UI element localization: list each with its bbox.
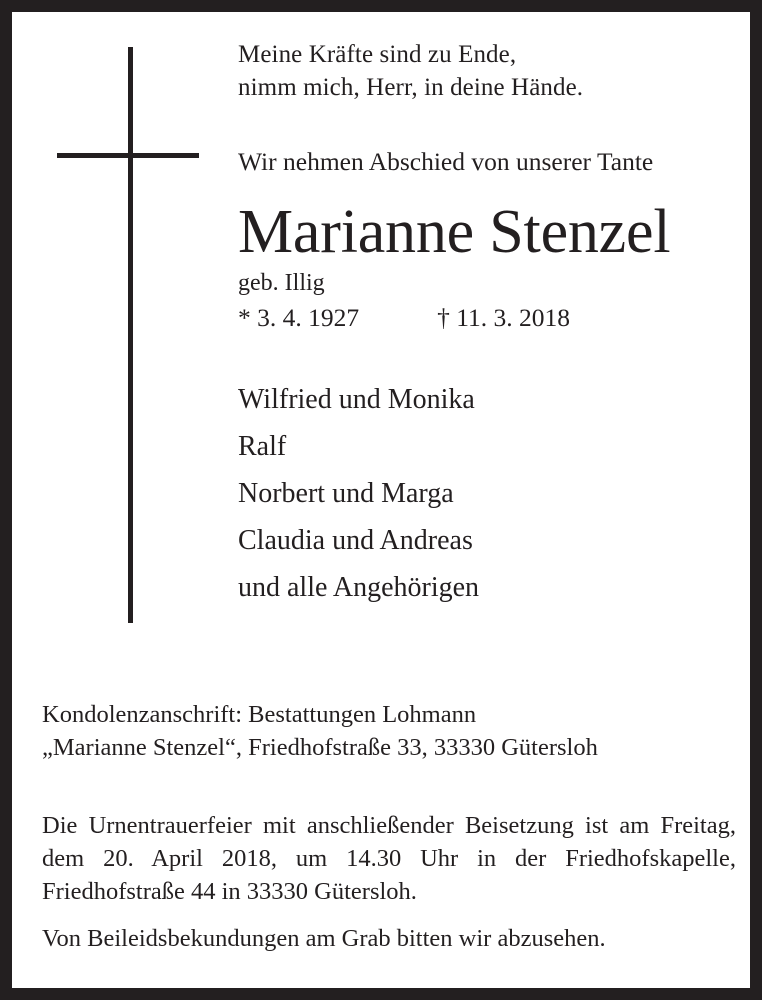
survivor-line: Ralf	[238, 431, 287, 462]
life-dates	[238, 301, 738, 334]
memorial-verse	[238, 38, 738, 104]
survivor-line: Norbert und Marga	[238, 478, 454, 509]
condolence-line-1: Kondolenzanschrift: Bestattungen Lohmann	[42, 701, 477, 728]
deceased-name: Marianne Stenzel	[238, 198, 671, 266]
cross-vertical-bar	[128, 47, 133, 623]
maiden-name: geb. Illig	[238, 270, 325, 296]
latin-cross-icon	[47, 47, 212, 647]
survivor-line: Wilfried und Monika	[238, 384, 475, 415]
obituary-main-column	[238, 38, 738, 611]
condolence-address	[42, 698, 742, 764]
birth-date: * 3. 4. 1927	[238, 303, 360, 332]
death-date: † 11. 3. 2018	[437, 303, 571, 332]
cross-horizontal-bar	[57, 153, 199, 158]
farewell-text: Wir nehmen Abschied von unserer Tante	[238, 147, 654, 176]
closing-request: Von Beileidsbekundungen am Grab bitten wir abzusehen.	[42, 925, 606, 952]
condolence-line-2: „Marianne Stenzel“, Friedhofstraße 33, 33330 Gütersloh	[42, 734, 598, 761]
survivors-list	[238, 376, 738, 611]
verse-line-1: Meine Kräfte sind zu Ende,	[238, 41, 517, 68]
ceremony-details: Die Urnentrauerfeier mit anschließender Beisetzung ist am Freitag, dem 20. April 2018, um 14.30 Uhr in der Friedhofskapelle, Friedhofstraße 44 in 33330 Gütersloh.	[42, 812, 736, 905]
verse-line-2: nimm mich, Herr, in deine Hände.	[238, 74, 584, 101]
obituary-footer-column	[42, 698, 742, 955]
survivor-line: Claudia und Andreas	[238, 525, 473, 556]
survivor-line: und alle Angehörigen	[238, 572, 480, 603]
